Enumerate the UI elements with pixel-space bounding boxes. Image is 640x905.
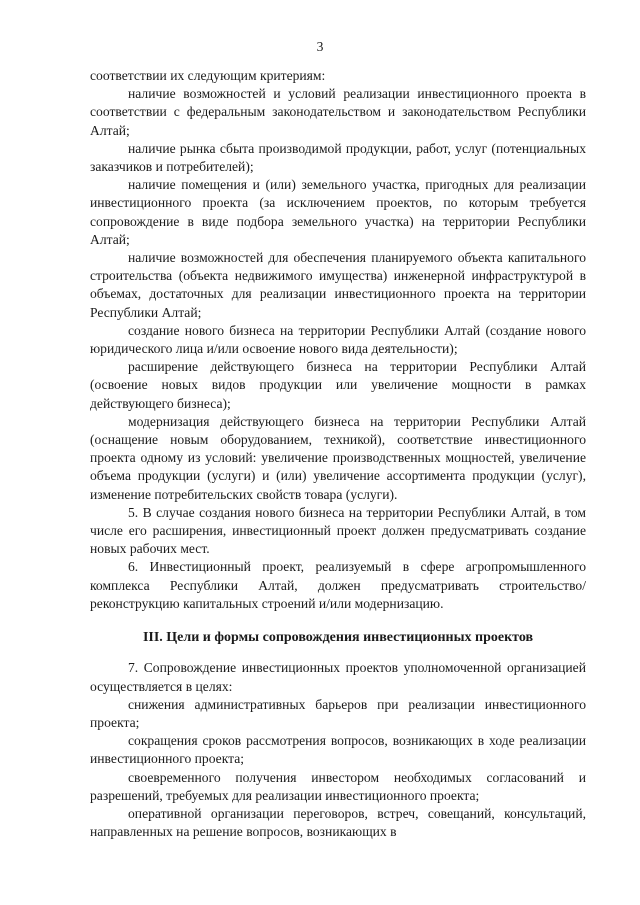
paragraph: 7. Сопровождение инвестиционных проектов уполномоченной организацией осуществляется в целях: [90, 660, 586, 694]
paragraph: соответствии их следующим критериям: [90, 68, 326, 83]
paragraph: оперативной организации переговоров, встреч, совещаний, консультаций, направленных на решение вопросов, возникающих в [90, 805, 586, 840]
paragraph: наличие возможностей и условий реализации инвестиционного проекта в соответствии с федеральным законодательством и законодательством Республики Алтай; [90, 86, 586, 138]
section-heading: III. Цели и формы сопровождения инвестиционных проектов [142, 630, 534, 646]
paragraph: 5. В случае создания нового бизнеса на территории Республики Алтай, в том числе его расширения, инвестиционный проект должен предусматривать создание новых рабочих мест. [90, 504, 586, 557]
paragraph: расширение действующего бизнеса на территории Республики Алтай (освоение новых видов продукции или увеличение мощности в рамках действующего бизнеса); [90, 359, 586, 411]
paragraph: модернизация действующего бизнеса на территории Республики Алтай (оснащение новым оборудованием, техникой), соответствие инвестиционного проекта одному из условий: увеличение производственных мощностей, увеличение объема продукции (услуги) и (или) увеличение ассортимента продукции (услуг), изменение потребительских свойств товара (услуги). [90, 413, 586, 502]
paragraph: наличие возможностей для обеспечения планируемого объекта капитального строительства (объекта недвижимого имущества) инженерной инфраструктурой в объемах, достаточных для реализации инвестиционного проекта на территории Республики Алтай; [90, 250, 586, 320]
paragraph: наличие помещения и (или) земельного участка, пригодных для реализации инвестиционного проекта (за исключением проектов, по которым требуется сопровождение в виде подбора земельного участка) на территории Республики Алтай; [90, 177, 586, 247]
paragraph: своевременного получения инвестором необходимых согласований и разрешений, требуемых для реализации инвестиционного проекта; [90, 769, 586, 803]
document-body [90, 67, 586, 841]
page-number: 3 [316, 39, 324, 54]
paragraph: снижения административных барьеров при реализации инвестиционного проекта; [90, 696, 586, 730]
paragraph: создание нового бизнеса на территории Республики Алтай (создание нового юридического лица и/или освоение нового вида деятельности); [90, 322, 586, 357]
paragraph: наличие рынка сбыта производимой продукции, работ, услуг (потенциальных заказчиков и потребителей); [90, 140, 586, 175]
paragraph: сокращения сроков рассмотрения вопросов, возникающих в ходе реализации инвестиционного проекта; [90, 733, 586, 767]
paragraph: 6. Инвестиционный проект, реализуемый в сфере агропромышленного комплекса Республики Алтай, должен предусматривать строительство/реконструкцию капитальных строений и/или модернизацию. [90, 559, 586, 611]
